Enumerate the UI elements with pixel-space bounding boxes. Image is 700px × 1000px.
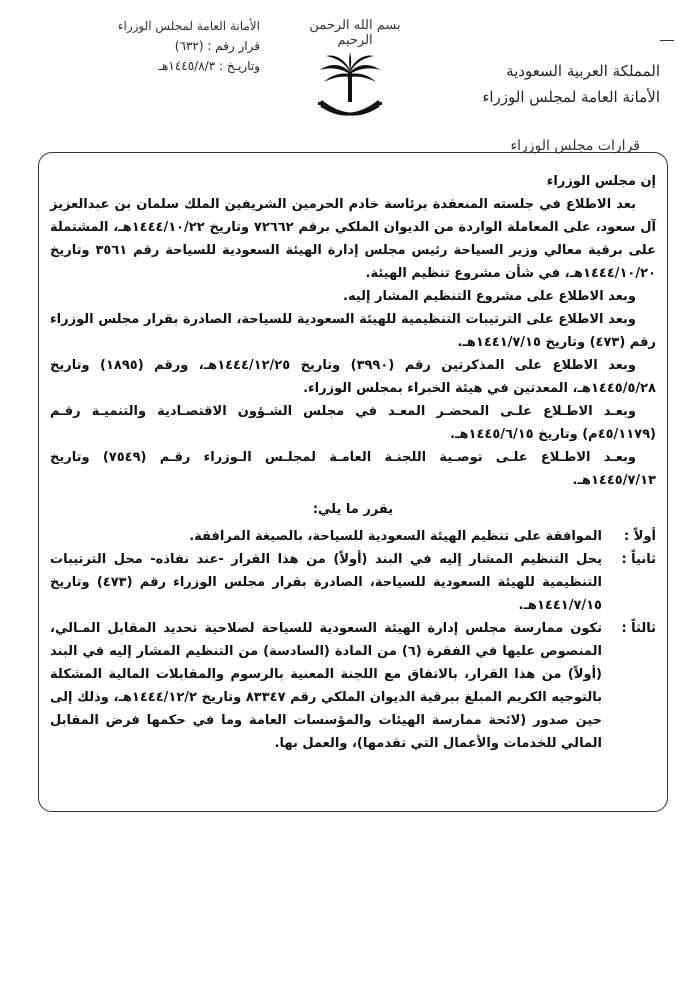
item-label: أولاً : [624,529,656,544]
margin-mark [660,40,674,41]
kingdom-name: المملكة العربية السعودية [506,62,660,80]
letterhead-right [440,58,660,110]
basmala: بسم الله الرحمن الرحيم [309,18,401,48]
secretariat-name: الأمانة العامة لمجلس الوزراء [482,88,660,106]
item-label: ثانياً : [621,552,656,567]
decision-item [50,617,656,755]
decision-date: وتاريـخ : ١٤٤٥/٨/٣هـ [158,59,260,73]
decision-body [50,170,656,755]
item-label: ثالثاً : [621,621,656,636]
paragraph: وبعد الاطلاع على المذكرتين رقم (٣٩٩٠) وتاريخ ١٤٤٤/١٢/٢٥هـ، ورقم (١٨٩٥) وتاريخ ١٤٤٥/٥/٢٨هـ، المعدتين في هيئة الخبراء بمجلس الوزراء. [50,358,656,396]
paragraph: وبعد الاطلاع على الترتيبات التنظيمية للهيئة السعودية للسياحة، الصادرة بقرار مجلس الوزراء رقم (٤٧٣) وتاريخ ١٤٤١/٧/١٥هـ. [50,312,656,350]
council-decisions-label: قرارات مجلس الوزراء [510,138,640,154]
item-text: تكون ممارسة مجلس إدارة الهيئة السعودية للسياحة لصلاحية تحديد المقابل المـالي، المنصوص عليها في الفقرة (٦) من المادة (السادسة) من التنظيم المشار إليه في البند (أولاً) من هذا القرار، بالاتفاق مع اللجنة المعنية بالرسوم والمقابلات المالية المشكلة بالتوجيه الكريم المبلغ ببرقية الديوان الملكي رقم ٨٣٣٤٧ وتاريخ ١٤٤٤/١٢/٢هـ، وذلك إلى حين صدور (لائحة ممارسة الهيئات والمؤسسات العامة وما في حكمها فرض المقابل المالي للخدمات والأعمال التي تقدمها)، والعمل بها. [50,621,602,751]
decision-number: قرار رقم : (٦٣٢) [174,39,260,53]
paragraph: وبعـد الاطـلاع علـى توصـية اللجنـة العامـة لمجلـس الـوزراء رقـم (٧٥٤٩) وتاريخ ١٤٤٥/٧/١٣هـ. [50,450,656,488]
item-text: الموافقة على تنظيم الهيئة السعودية للسياحة، بالصيغة المرافقة. [189,529,602,544]
letterhead-left [60,16,260,76]
secretariat-label-small: الأمانة العامة لمجلس الوزراء [117,19,260,33]
paragraph: وبعـد الاطـلاع علـى المحضـر المعـد في مجلس الشـؤون الاقتصـادية والتنميـة رقـم (٤٥/١١٧٩م) وتاريخ ١٤٤٥/٦/١٥هـ. [50,404,656,442]
decides-heading: يقرر ما يلي: [312,502,394,517]
item-text: يحل التنظيم المشار إليه في البند (أولاً) من هذا القرار -عند نفاذه- محل الترتيبات التنظيمية للهيئة السعودية للسياحة، الصادرة بقرار مجلس الوزراء رقم (٤٧٣) وتاريخ ١٤٤١/٧/١٥هـ. [50,552,603,613]
paragraph: وبعد الاطلاع على مشروع التنظيم المشار إليه. [343,289,636,304]
opening-line: إن مجلس الوزراء [546,174,656,189]
palm-and-swords-emblem-icon [310,50,390,130]
decision-item [50,525,656,548]
paragraph: بعد الاطلاع في جلسته المنعقدة برئاسة خادم الحرمين الشريفين الملك سلمان بن عبدالعزيز آل سعود، على المعاملة الواردة من الديوان الملكي برقم ٧٢٦٦٢ وتاريخ ١٤٤٤/١٠/٢٢هـ، المشتملة على برقية معالي وزير السياحة رئيس مجلس إدارة الهيئة السعودية للسياحة رقم ٣٥٦١ وتاريخ ١٤٤٤/١٠/٢٠هـ، في شأن مشروع تنظيم الهيئة. [50,197,656,281]
decision-item [50,548,656,617]
